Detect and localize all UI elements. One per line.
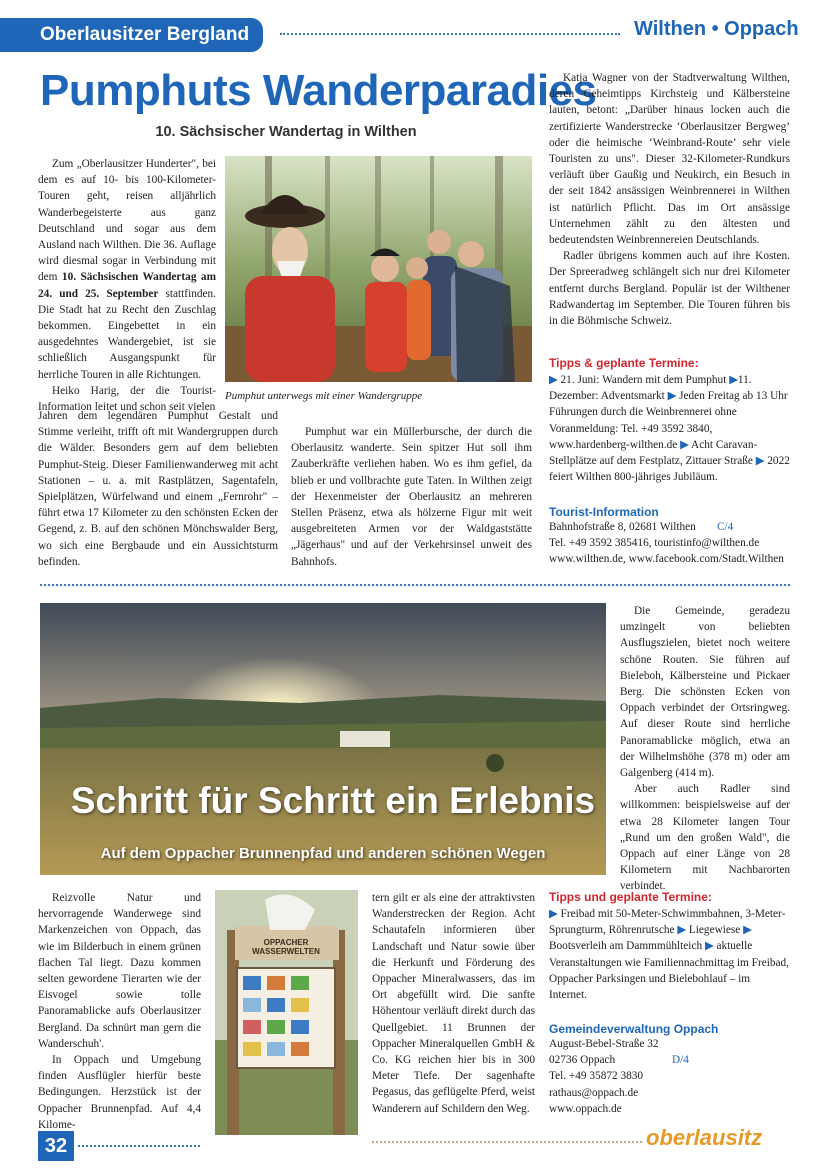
article2-tip: Bootsverleih am Dammmühlteich <box>549 940 703 953</box>
sign-text: OPPACHER WASSERWELTEN <box>252 938 320 956</box>
triangle-bullet-icon: ▶ <box>677 924 687 937</box>
article1-col3-p2: Radler übrigens kommen auch auf ihre Kosten. Der Spreeradweg schlängelt sich nur drei Kilometer entfernt durchs Bergland. Populär ist der Wilthener Radwandertag im September. Die Touren führen bis in die Böhmische Schweiz. <box>549 250 790 328</box>
article2-col2 <box>372 890 535 1117</box>
article1-info-heading: Tourist-Information <box>549 505 659 519</box>
triangle-bullet-icon: ▶ <box>667 390 677 403</box>
article1-info-line2: Tel. +49 3592 385416, touristinfo@wilthen.de <box>549 537 760 550</box>
article-divider <box>40 584 790 586</box>
footer-divider-right <box>372 1141 642 1143</box>
article1-tip: 2022 feiert Wilthen 800-jähriges Jubiläum. <box>549 455 790 484</box>
article1-col1-p1b: stattfinden. Die Stadt hat zu Recht den Zuschlag bekommen. Eingebettet in ein ausgedehntes Wandergebiet, ist sie schließlich Ausgangspunkt für herrliche Touren in alle Richtungen. <box>38 287 216 381</box>
triangle-bullet-icon: ▶ <box>755 455 765 468</box>
article1-col1-p2b: Jahren dem legendären Pumphut Gestalt und Stimme verleiht, trifft oft mit Wandergruppen durch die Wälder. Besonders gern auf dem beliebten Pumphut-Steig. Dieser Familienwanderweg mit acht Stationen – u. a. mit Rastplätzen, Sagentafeln, Spielplätzen, Würfelwand und einem „Fernrohr" – führt etwa 17 Kilometer zu den schönsten Ecken der Gegend, z. B. auf den schönen Mönchswalder Berg, wo sich eine Bergbaude und ein Aussichtsturm befinden. <box>38 410 278 568</box>
article2-tips-heading: Tipps und geplante Termine: <box>549 890 712 904</box>
article2-info-line3: Tel. +49 35872 3830 <box>549 1070 644 1083</box>
article1-info-line1: Bahnhofstraße 8, 02681 Wilthen <box>549 521 696 533</box>
article2-subtitle: Auf dem Oppacher Brunnenpfad und anderen schönen Wegen <box>100 845 546 862</box>
pumphut-photo <box>225 156 532 382</box>
section-label <box>0 18 263 52</box>
article2-info-box <box>549 1022 790 1117</box>
article2-info-line4: rathaus@oppach.de <box>549 1086 639 1099</box>
header-divider <box>280 33 620 35</box>
article2-tip: Liegewiese <box>688 924 741 937</box>
triangle-bullet-icon: ▶ <box>704 940 714 953</box>
article1-tips-box <box>549 356 790 485</box>
landscape-photo <box>40 603 606 875</box>
article1-info-line3: www.wilthen.de, www.facebook.com/Stadt.Wilthen <box>549 553 784 566</box>
brunnenpfad-sign-photo <box>215 890 358 1135</box>
section-label-text: Oberlausitzer Bergland <box>40 24 250 45</box>
triangle-bullet-icon: ▶ <box>743 924 752 937</box>
article1-tip: 21. Juni: Wandern mit dem Pumphut <box>560 374 727 386</box>
triangle-bullet-icon: ▶ <box>549 908 558 920</box>
article1-col2-p1: Pumphut war ein Müllerbursche, der durch die Oberlausitz wanderte. Sein spitzer Hut soll ihm Zauberkräfte verliehen haben. Wo es ihm gefiel, da blieb er und vollbrachte gute Taten. In Wilthen zeigt der Hexenmeister der Oberlausitz an mehreren Stellen Präsenz, etwa als hölzerne Figur mit weit ausgebreiteten Armen vor der Waldgaststätte „Jägerhaus" und auf der Verkehrsinsel unweit des Bahnhofs. <box>291 426 532 568</box>
article2-col1-p1: Reizvolle Natur und hervorragende Wanderwege sind Markenzeichen von Oppach, das wie im Bilderbuch in einem grünen flachen Tal liegt. Dazu kommen selten gewordene Tierarten wie der Eisvogel sowie tolle Panoramablicke aufs Oberlausitzer Bergland. Da schnürt man gern die Wanderschuh'. <box>38 892 201 1050</box>
article2-info-line5: www.oppach.de <box>549 1102 622 1115</box>
triangle-bullet-icon: ▶ <box>729 374 738 386</box>
article2-info-heading: Gemeindeverwaltung Oppach <box>549 1022 719 1036</box>
article1-col1-p2a: Heiko Harig, der die Tourist-Information leitet und schon seit vielen <box>38 384 216 414</box>
article2-right-p2: Aber auch Radler sind willkommen: beispielsweise auf der etwa 28 Kilometer langen Tour „Rund um den großen Wald", die Oppach auf einer Länge von 28 Kilometern mit Nachbarorten verbindet. <box>620 783 790 893</box>
article1-col1-bottom <box>38 408 278 570</box>
triangle-bullet-icon: ▶ <box>549 374 558 386</box>
article2-col2-p1: tern gilt er als eine der attraktivsten Wanderstrecken der Region. Acht Schautafeln informieren über Landschaft und Natur sowie über die Herkunft und Förderung des Oppacher Mineralwassers, das im Ort abgefüllt wird. Die sanfte Höhentour verläuft direkt durch das Quellgebiet. 11 Brunnen der Oppacher Mineralquellen GmbH & Co. KG reichen hier bis in 300 Meter Tiefe. Der sagenhafte Pegasus, das geflügelte Pferd, weist Wanderern auf Schildern den Weg. <box>372 892 535 1115</box>
article1-tips-list <box>549 372 790 485</box>
article2-title: Schritt für Schritt ein Erlebnis <box>70 780 596 821</box>
article1-col1-top <box>38 156 216 415</box>
article2-tip: aktuelle Veranstaltungen wie Familiennachmittag im Freibad, Oppacher Parksingen und Bielebohlauf – im Internet. <box>549 940 789 1002</box>
article2-tips-box <box>549 890 790 1003</box>
article1-subtitle: 10. Sächsischer Wandertag in Wilthen <box>155 124 417 140</box>
article1-tip: Jeden Freitag ab 13 Uhr Führungen durch die Weinbrennerei ohne Voranmeldung: Tel. +49 3592 3840, www.hardenberg-wilthen.de <box>549 390 788 451</box>
article2-right-p1: Die Gemeinde, geradezu umzingelt von beliebten Ausflugszielen, bietet noch weitere schöne Routen. Sie führen auf Bieleboh, Kälbersteine und Pickaer Berg. Die schönsten Ecken von Oppach verbindet der Ortsringweg. Auf dieser Route sind herrliche Panoramablicke möglich, etwa an der Wilhelmshöhe (378 m) oder am Galgenberg (414 m). <box>620 605 790 780</box>
article1-info-box <box>549 505 790 568</box>
article1-title: Pumphuts Wanderparadies <box>40 66 597 115</box>
footer-divider-left <box>78 1145 200 1147</box>
article2-col1 <box>38 890 201 1133</box>
article1-grid-ref: C/4 <box>717 521 734 533</box>
page-number: 32 <box>38 1131 74 1161</box>
article1-tip: 11. Dezember: Adventsmarkt <box>549 374 752 403</box>
triangle-bullet-icon: ▶ <box>680 438 689 451</box>
article2-right-col <box>620 603 790 895</box>
article1-col3 <box>549 70 790 329</box>
article1-tips-heading: Tipps & geplante Termine: <box>549 356 699 370</box>
article2-tip: Freibad mit 50-Meter-Schwimmbahnen, 3-Meter-Sprungturm, Röhrenrutsche <box>549 908 786 937</box>
article2-tips-list <box>549 906 790 1003</box>
article2-col1-p2: In Oppach und Umgebung finden Ausflügler hierfür beste Bedingungen. Herzstück ist der Oppacher Brunnenpfad. Auf 4,4 Kilome- <box>38 1054 201 1131</box>
article1-info-line1-row <box>549 519 790 535</box>
article1-col2 <box>291 424 532 570</box>
article2-info-line2: 02736 Oppach <box>549 1054 616 1067</box>
article1-col1-p1a: Zum „Oberlausitzer Hunderter", bei dem es auf 10- bis 100-Kilometer-Touren geht, reisen alljährlich Wanderbegeisterte aus ganz Deutschland und sogar aus dem Ausland nach Wilthen. Die 36. Auflage wird diesmal sogar in Verbindung mit dem <box>38 158 216 284</box>
article2-info-line2-row <box>549 1052 790 1068</box>
article1-wandertag-date: 10. Sächsischen Wandertag am 24. und 25. September <box>38 271 216 300</box>
oberlausitz-logo: oberlausitz <box>646 1125 763 1150</box>
article1-col3-p1: Katja Wagner von der Stadtverwaltung Wilthen, deren Geheimtipps Kirchsteig und Kälbersteine lauten, betont: „Darüber hinaus locken auch die zertifizierte Wanderstrecke ‘Oberlausitzer Bergweg’ oder die heimische ‘Weinbrand-Route’ sehr viele Touristen zu uns". Dieser 32-Kilometer-Rundkurs verläuft über Gaußig und Neukirch, ein Besuch in der seit 1842 ansässigen Weinbrennerei in Wilthen ist natürlich Pflicht. Das im Ort ansässige Unternehmen zählt zu den ältesten und bedeutendsten Weinbrennereien Deutschlands. <box>549 72 790 247</box>
region-label: Wilthen • Oppach <box>634 18 799 40</box>
article2-grid-ref: D/4 <box>672 1054 689 1067</box>
article2-info-line1: August-Bebel-Straße 32 <box>549 1038 659 1050</box>
pumphut-photo-caption: Pumphut unterwegs mit einer Wandergruppe <box>225 390 423 402</box>
article1-tip: Acht Caravan-Stellplätze auf dem Festplatz, Zittauer Straße <box>549 438 758 468</box>
